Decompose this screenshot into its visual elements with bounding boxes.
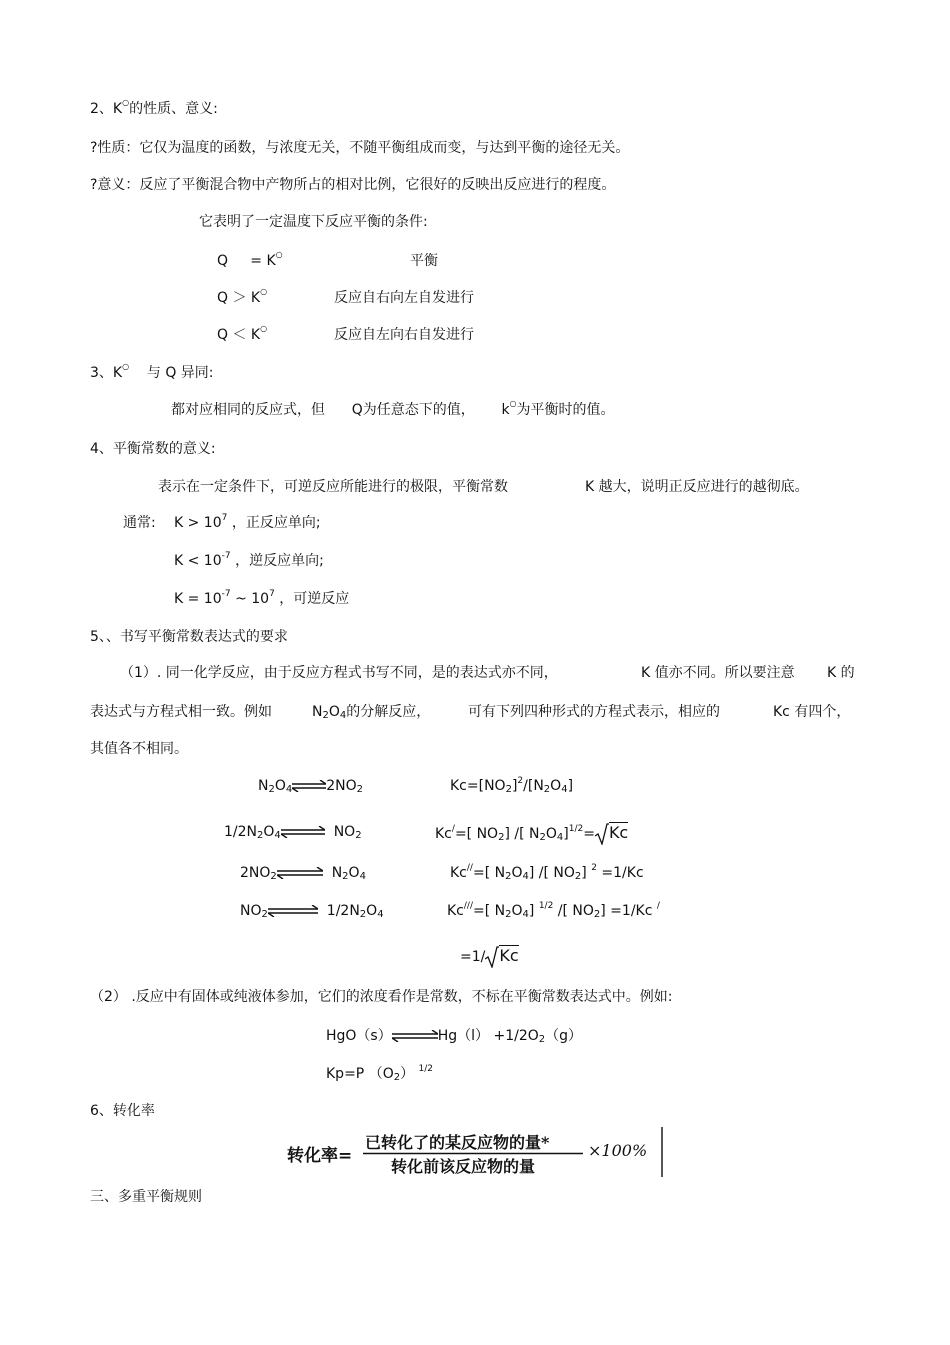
equation-3: $2NO_2$ $N_2O_4$ bbox=[240, 865, 366, 882]
rule-3: $K = 10^{-7}$ ~ $10^7$ ，可逆反应 bbox=[174, 589, 350, 607]
equilibrium-arrow-icon bbox=[392, 1030, 438, 1042]
equation-4: $NO_2$ $1/2N_2O_4$ bbox=[240, 903, 384, 920]
equation-1: $N_2O_4$ $2NO_2$ bbox=[258, 778, 364, 795]
hgo-equation: HgO（s） $Hg(l) +1/2O_2(g)$ bbox=[326, 1028, 583, 1045]
section-5-p1-line2-f: Kc 有四个， bbox=[773, 704, 851, 720]
section-3-title: 3、K○ 与 Q 异同: bbox=[90, 362, 214, 381]
condition-3-result: 反应自左向右自发进行 bbox=[334, 327, 474, 343]
section-3-body: 都对应相同的反应式，但 Q为任意态下的值， k○为平衡时的值。 bbox=[171, 399, 615, 418]
equilibrium-arrow-icon bbox=[277, 867, 323, 879]
kc-expression-1: $Kc=[NO_2]^2/[N_2O_4]$ bbox=[450, 776, 574, 795]
equilibrium-arrow-icon bbox=[292, 780, 326, 792]
sqrt-icon bbox=[595, 823, 609, 845]
section-2-title: 2、K○的性质、意义: bbox=[90, 98, 218, 117]
kc-expression-2: Kc/=[ $NO_2$] /[ $N_2O_4]^{1/2}= Kc$ bbox=[435, 823, 629, 843]
condition-2-result: 反应自右向左自发进行 bbox=[334, 290, 474, 306]
rule-2: $K < 10^{-7}$ ，逆反应单向; bbox=[174, 551, 324, 569]
usual-label: 通常: bbox=[123, 515, 156, 531]
kc-expression-4-cont: =1/ Kc bbox=[460, 946, 519, 968]
section-5-p1-line2-b: $N_2O_4$的分解反应， bbox=[312, 704, 431, 721]
property-text: ?性质：它仅为温度的函数，与浓度无关，不随平衡组成而变，与达到平衡的途径无关。 bbox=[90, 140, 630, 156]
condition-3-lhs: Q ＜ K○ bbox=[217, 324, 268, 343]
section-5-title: 5、、书写平衡常数表达式的要求 bbox=[90, 629, 288, 645]
section-5-p1-line1: （1）. 同一化学反应，由于反应方程式书写不同，是的表达式亦不同， bbox=[120, 665, 558, 681]
equation-2: $1/2N_2O_4$ $NO_2$ bbox=[224, 824, 362, 841]
condition-1-lhs: Q = K○ bbox=[217, 250, 283, 269]
conversion-rate-formula bbox=[283, 1127, 663, 1177]
equilibrium-arrow-icon bbox=[281, 826, 325, 838]
section-5-p1-line1-c: K 的 bbox=[827, 665, 855, 681]
kc-expression-4: Kc///=[ $N_2O_4$] $^{1/2}$ /[ $NO_2] =1/Kc$ / bbox=[447, 901, 660, 920]
section-4-body: 表示在一定条件下，可逆反应所能进行的极限，平衡常数 bbox=[158, 479, 508, 495]
section-5-p2: （2） .反应中有固体或纯液体参加，它们的浓度看作是常数，不标在平衡常数表达式中。例如: bbox=[90, 989, 673, 1005]
condition-intro: 它表明了一定温度下反应平衡的条件: bbox=[199, 214, 428, 230]
meaning-text: ?意义：反应了平衡混合物中产物所占的相对比例，它很好的反映出反应进行的程度。 bbox=[90, 177, 616, 193]
formula-lhs: 转化率= bbox=[287, 1146, 353, 1166]
kc-expression-3: Kc//=[ $N_2O_4$] /[ $NO_2$] $^2$ =1/Kc bbox=[450, 863, 644, 882]
section-multi-equilibrium-title: 三、多重平衡规则 bbox=[90, 1189, 202, 1205]
section-5-p1-line2-a: 表达式与方程式相一致。例如 bbox=[90, 704, 272, 720]
section-4-title: 4、平衡常数的意义: bbox=[90, 441, 216, 457]
section-6-title: 6、转化率 bbox=[90, 1103, 155, 1119]
formula-numerator: 已转化了的某反应物的量* bbox=[365, 1133, 550, 1152]
condition-2-lhs: Q ＞ K○ bbox=[217, 287, 268, 306]
section-5-p1-line2-e: 可有下列四种形式的方程式表示，相应的 bbox=[468, 704, 720, 720]
kp-expression: Kp=P $(O_2)$ $^{1/2}$ bbox=[326, 1064, 434, 1083]
rule-1: $K > 10^7$ ，正反应单向; bbox=[174, 513, 321, 531]
sqrt-icon bbox=[485, 946, 499, 968]
equilibrium-arrow-icon bbox=[268, 905, 318, 917]
condition-1-result: 平衡 bbox=[410, 253, 438, 269]
section-4-body-b: K 越大，说明正反应进行的越彻底。 bbox=[585, 479, 809, 495]
formula-denominator: 转化前该反应物的量 bbox=[391, 1157, 536, 1176]
section-5-p1-line3: 其值各不相同。 bbox=[90, 741, 188, 757]
formula-times: ×100% bbox=[588, 1141, 648, 1160]
section-5-p1-line1-b: K 值亦不同。所以要注意 bbox=[641, 665, 795, 681]
